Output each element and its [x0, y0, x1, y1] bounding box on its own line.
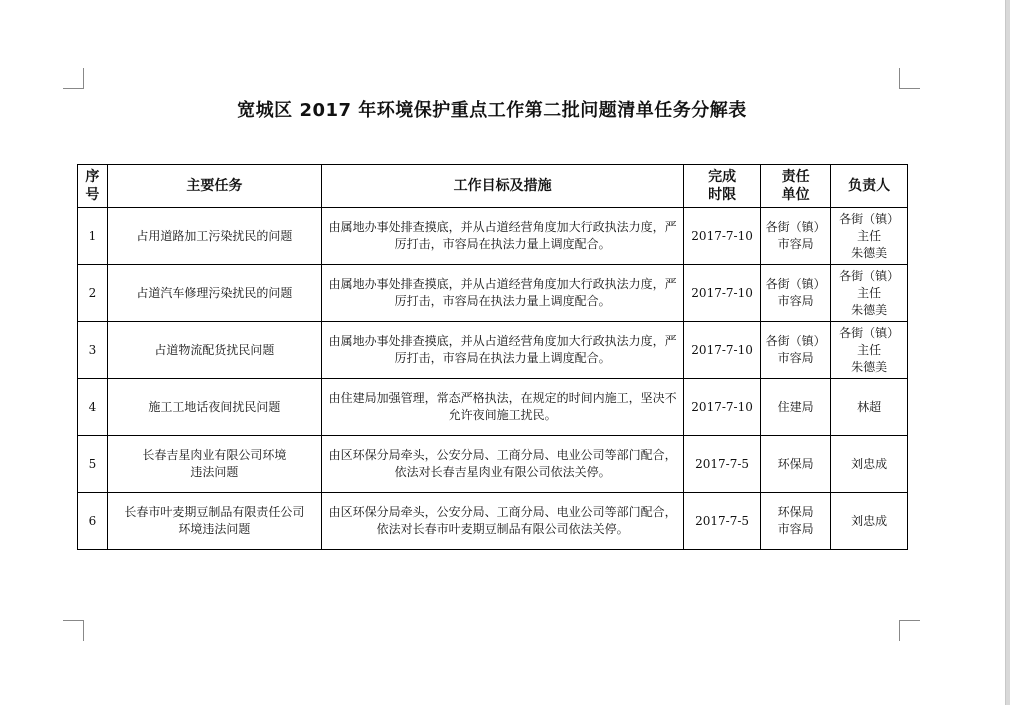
document-title: 宽城区 2017 年环境保护重点工作第二批问题清单任务分解表: [237, 100, 747, 121]
cell-deadline: 2017-7-10: [684, 265, 761, 322]
table-row: [78, 322, 908, 379]
table-row: [78, 493, 908, 550]
cell-no: 1: [78, 208, 108, 265]
cell-owner: 各街（镇） 主任 朱德美: [831, 322, 908, 379]
cell-deadline: 2017-7-5: [684, 436, 761, 493]
header-owner: 负责人: [831, 165, 908, 208]
cell-task: 占用道路加工污染扰民的问题: [107, 208, 321, 265]
cell-no: 5: [78, 436, 108, 493]
cell-task: 施工工地话夜间扰民问题: [107, 379, 321, 436]
cell-task: 占道汽车修理污染扰民的问题: [107, 265, 321, 322]
table-row: [78, 379, 908, 436]
cell-measure: 由区环保分局牵头，公安分局、工商分局、电业公司等部门配合，依法对长春市叶麦期豆制品有限公司依法关停。: [321, 493, 683, 550]
page-margin-corner-top-right: [899, 68, 920, 89]
cell-owner: 刘忠成: [831, 493, 908, 550]
cell-task: 长春吉星肉业有限公司环境 违法问题: [107, 436, 321, 493]
cell-unit: 环保局 市容局: [760, 493, 830, 550]
cell-task: 占道物流配货扰民问题: [107, 322, 321, 379]
cell-task: 长春市叶麦期豆制品有限责任公司 环境违法问题: [107, 493, 321, 550]
cell-measure: 由属地办事处排查摸底，并从占道经营角度加大行政执法力度，严厉打击，市容局在执法力量上调度配合。: [321, 265, 683, 322]
page-margin-corner-bottom-left: [63, 620, 84, 641]
cell-unit: 各街（镇） 市容局: [760, 265, 830, 322]
cell-deadline: 2017-7-10: [684, 322, 761, 379]
cell-owner: 林超: [831, 379, 908, 436]
header-task: 主要任务: [107, 165, 321, 208]
cell-no: 3: [78, 322, 108, 379]
header-no: 序 号: [78, 165, 108, 208]
cell-unit: 环保局: [760, 436, 830, 493]
task-table: [77, 164, 908, 550]
cell-owner: 各街（镇） 主任 朱德美: [831, 265, 908, 322]
header-unit: 责任 单位: [760, 165, 830, 208]
table-row: [78, 436, 908, 493]
cell-owner: 各街（镇） 主任 朱德美: [831, 208, 908, 265]
header-measure: 工作目标及措施: [321, 165, 683, 208]
cell-measure: 由住建局加强管理，常态严格执法，在规定的时间内施工，坚决不允许夜间施工扰民。: [321, 379, 683, 436]
cell-measure: 由属地办事处排查摸底，并从占道经营角度加大行政执法力度，严厉打击，市容局在执法力量上调度配合。: [321, 322, 683, 379]
table-row: [78, 208, 908, 265]
cell-no: 2: [78, 265, 108, 322]
cell-unit: 各街（镇） 市容局: [760, 208, 830, 265]
cell-measure: 由区环保分局牵头，公安分局、工商分局、电业公司等部门配合，依法对长春吉星肉业有限公司依法关停。: [321, 436, 683, 493]
table-header-row: [78, 165, 908, 208]
cell-unit: 住建局: [760, 379, 830, 436]
cell-deadline: 2017-7-5: [684, 493, 761, 550]
cell-measure: 由属地办事处排查摸底，并从占道经营角度加大行政执法力度，严厉打击，市容局在执法力量上调度配合。: [321, 208, 683, 265]
page-margin-corner-bottom-right: [899, 620, 920, 641]
page-margin-corner-top-left: [63, 68, 84, 89]
cell-no: 4: [78, 379, 108, 436]
table-row: [78, 265, 908, 322]
cell-owner: 刘忠成: [831, 436, 908, 493]
cell-deadline: 2017-7-10: [684, 379, 761, 436]
cell-deadline: 2017-7-10: [684, 208, 761, 265]
cell-unit: 各街（镇） 市容局: [760, 322, 830, 379]
cell-no: 6: [78, 493, 108, 550]
vertical-scrollbar[interactable]: [1005, 0, 1010, 705]
header-deadline: 完成 时限: [684, 165, 761, 208]
